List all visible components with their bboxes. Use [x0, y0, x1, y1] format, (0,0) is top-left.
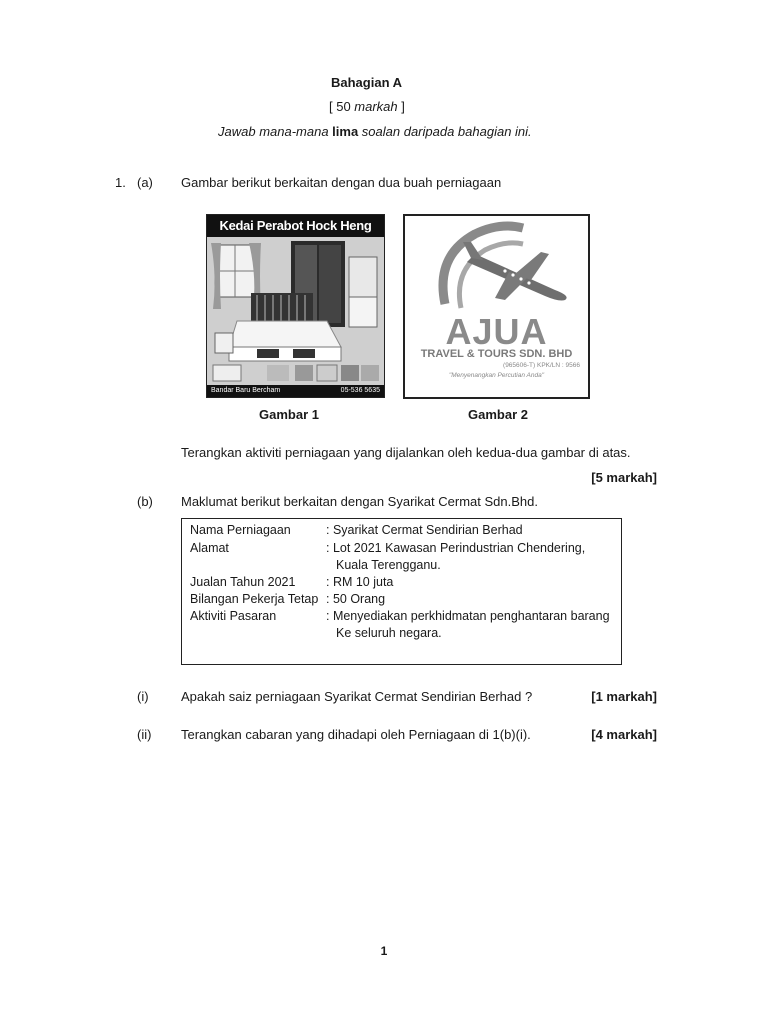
figure-1-caption: Gambar 1	[259, 407, 319, 422]
question-number: 1.	[115, 175, 126, 190]
total-marks	[329, 99, 405, 114]
info-label: Jualan Tahun 2021	[190, 575, 296, 589]
airplane-logo-icon	[405, 216, 588, 316]
info-label: Alamat	[190, 541, 229, 555]
sub-i-marks: [1 markah]	[591, 689, 657, 704]
figure-2-tagline: "Menyenangkan Percutian Anda"	[448, 372, 545, 379]
figure-1-footer	[207, 385, 384, 397]
info-value: Kuala Terengganu.	[336, 558, 441, 572]
info-value: : Lot 2021 Kawasan Perindustrian Chendering,	[326, 541, 586, 555]
figure-2-registration: (965606-T) KPK/LN : 9566	[503, 362, 580, 369]
instructions-part2: soalan daripada bahagian ini.	[358, 124, 532, 139]
page-number: 1	[380, 944, 388, 958]
info-label: Nama Perniagaan	[190, 523, 291, 537]
part-a-label: (a)	[137, 175, 153, 190]
info-value: Ke seluruh negara.	[336, 626, 442, 640]
instructions	[218, 124, 532, 139]
instructions-bold: lima	[332, 124, 359, 139]
figure-2-brand: AJUA	[445, 311, 548, 352]
sub-ii-marks: [4 markah]	[591, 727, 657, 742]
marks-close: ]	[397, 99, 405, 114]
sub-i-label: (i)	[137, 689, 149, 704]
sub-ii-label: (ii)	[137, 727, 152, 742]
figure-2-subtitle: TRAVEL & TOURS SDN. BHD	[420, 348, 573, 360]
section-title: Bahagian A	[331, 75, 403, 90]
info-value: : 50 Orang	[326, 592, 386, 606]
marks-word: markah	[354, 99, 398, 114]
figure-1-image	[206, 214, 385, 398]
bedroom-illustration	[207, 237, 384, 385]
part-b-text: Maklumat berikut berkaitan dengan Syarikat Cermat Sdn.Bhd.	[181, 494, 538, 509]
sub-ii-text: Terangkan cabaran yang dihadapi oleh Perniagaan di 1(b)(i).	[181, 727, 531, 742]
info-label: Bilangan Pekerja Tetap	[190, 592, 319, 606]
part-a-marks: [5 markah]	[591, 470, 657, 485]
instructions-part1: Jawab mana-mana	[218, 124, 333, 139]
figure-1-phone: 05-536 5635	[340, 387, 380, 394]
info-value: : RM 10 juta	[326, 575, 394, 589]
info-label: Aktiviti Pasaran	[190, 609, 277, 623]
company-info-box	[181, 518, 622, 665]
figure-2-caption: Gambar 2	[468, 407, 528, 422]
sub-i-text: Apakah saiz perniagaan Syarikat Cermat Sendirian Berhad ?	[181, 689, 533, 704]
info-value: : Syarikat Cermat Sendirian Berhad	[326, 523, 523, 537]
part-b-label: (b)	[137, 494, 153, 509]
figure-1-banner: Kedai Perabot Hock Heng	[207, 215, 384, 237]
figure-1-location: Bandar Baru Bercham	[211, 387, 281, 394]
part-a-text: Gambar berikut berkaitan dengan dua buah perniagaan	[181, 175, 502, 190]
figure-2-image	[403, 214, 590, 399]
info-value: : Menyediakan perkhidmatan penghantaran barang	[326, 609, 610, 623]
part-a-question: Terangkan aktiviti perniagaan yang dijalankan oleh kedua-dua gambar di atas.	[181, 445, 631, 460]
marks-open: [ 50	[329, 99, 355, 114]
